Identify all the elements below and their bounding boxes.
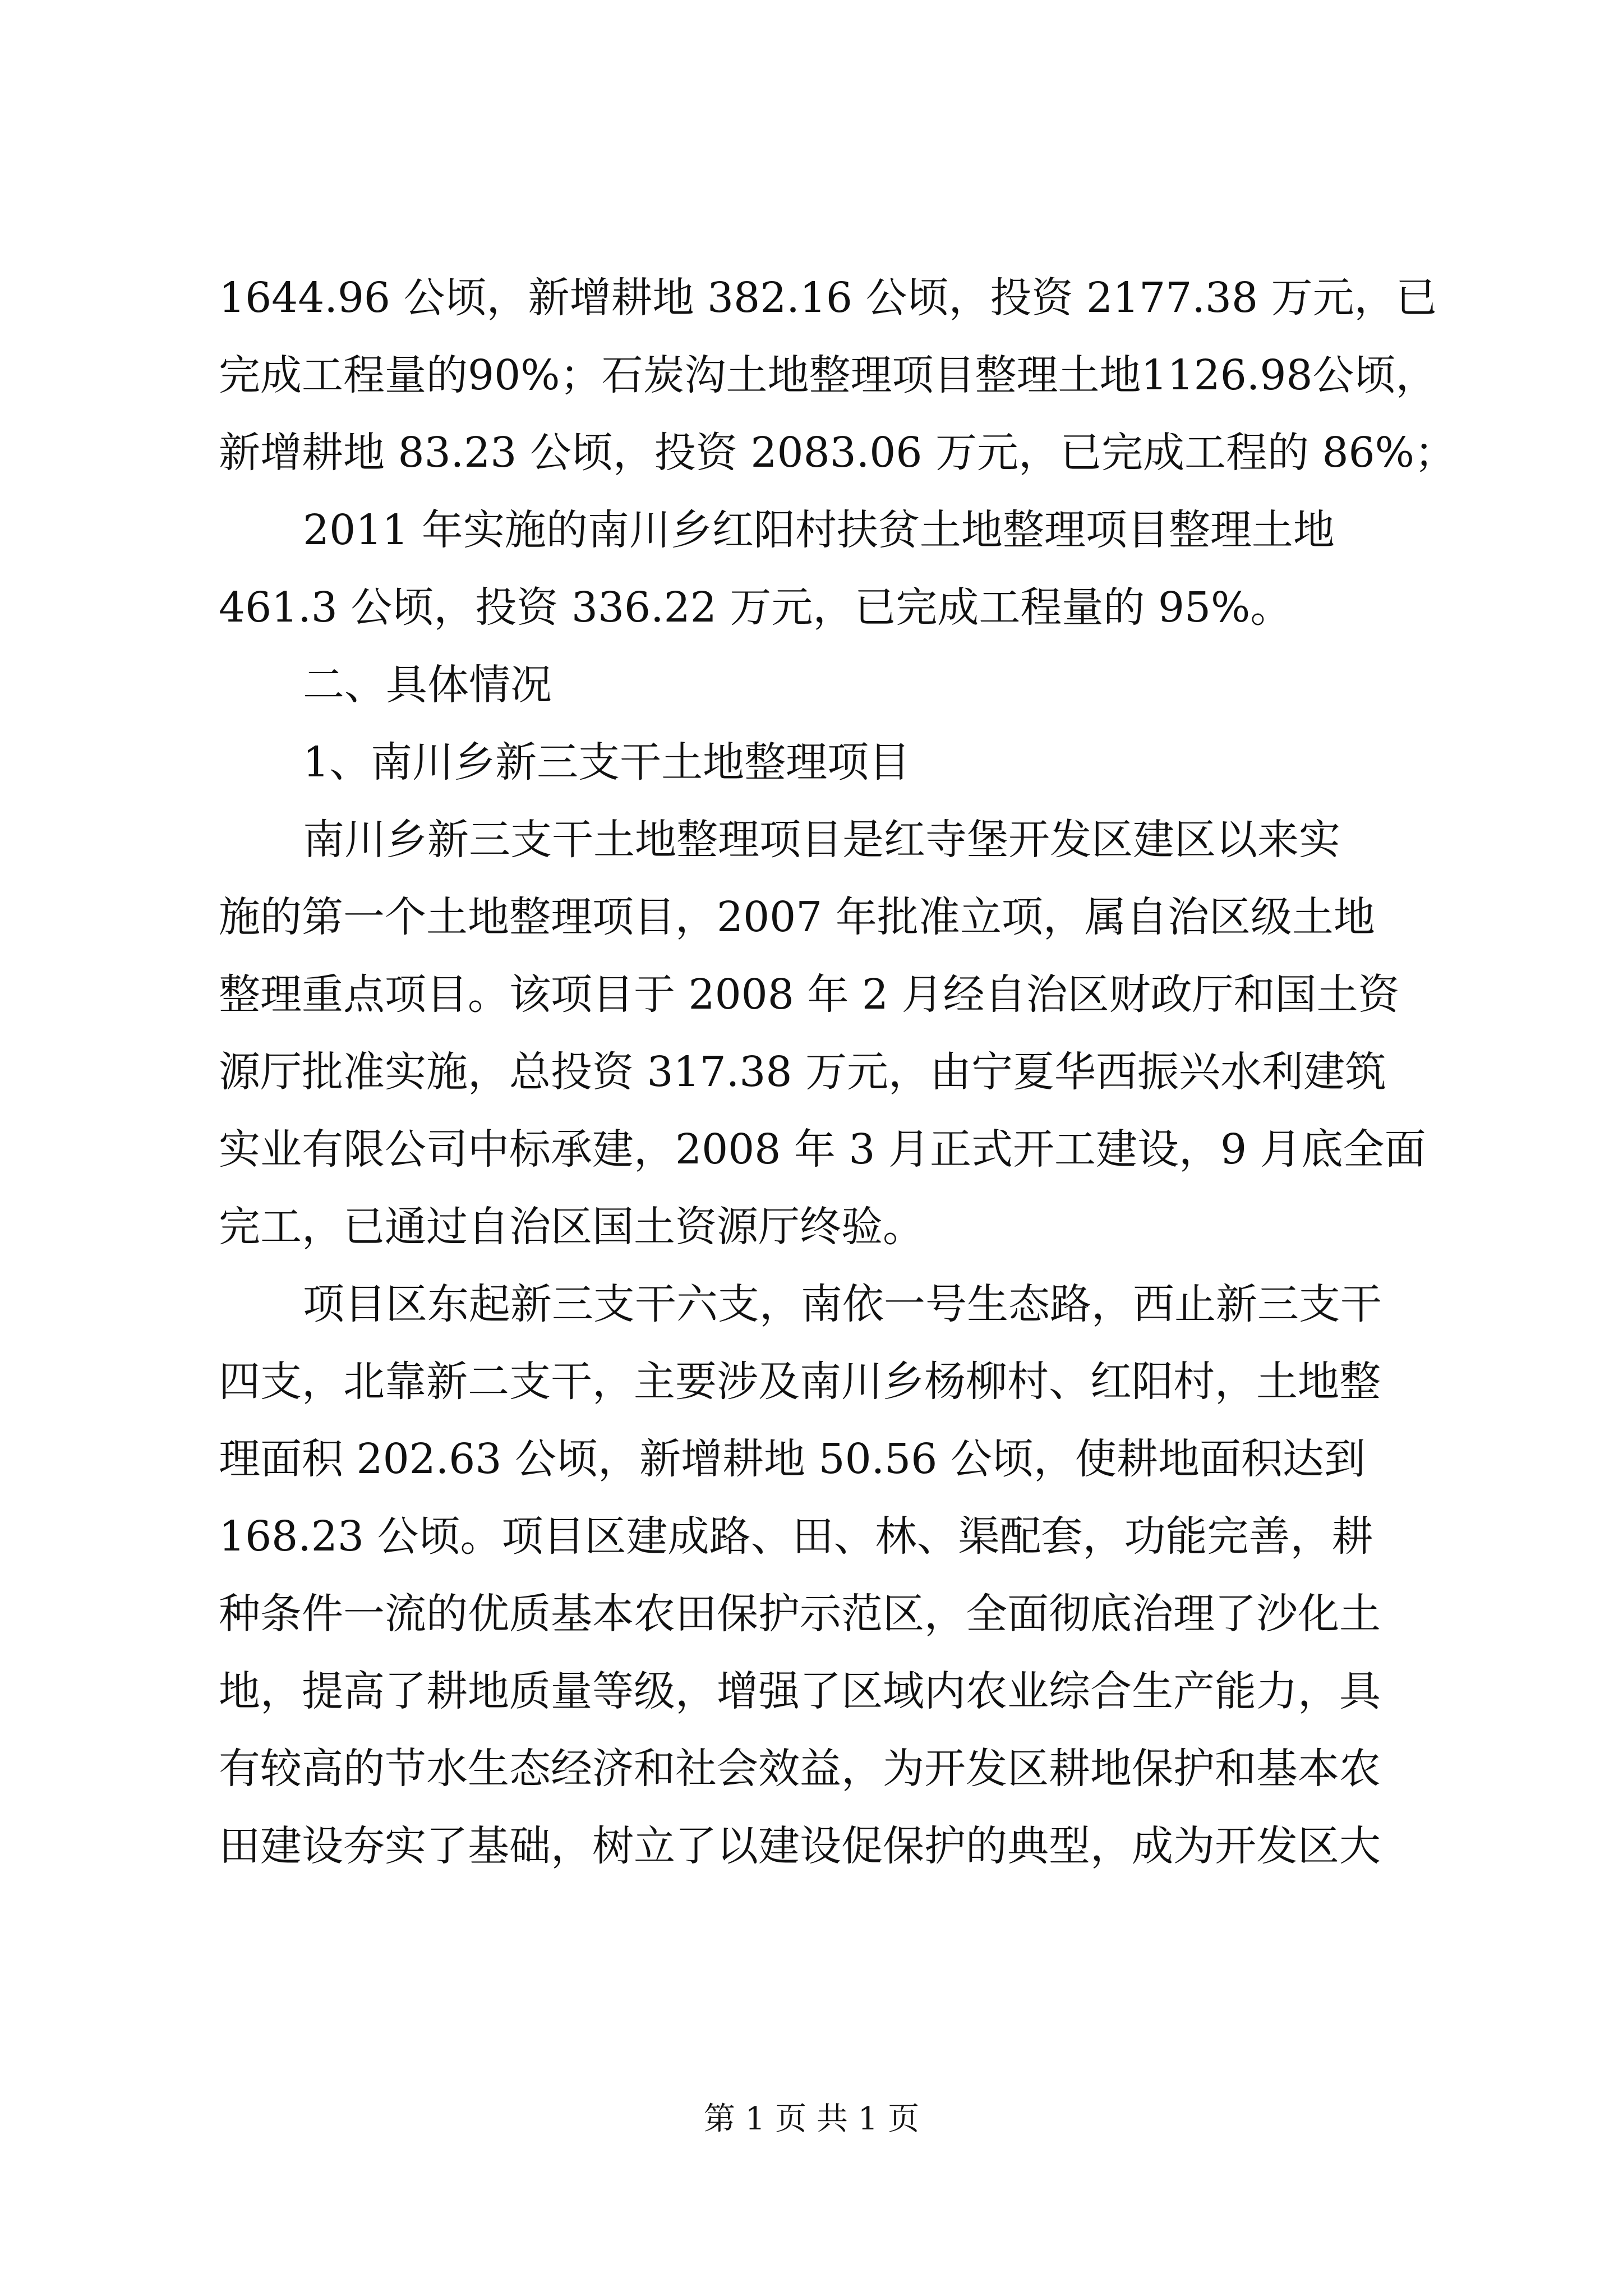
page-number-footer: 第 1 页 共 1 页 [703, 2101, 920, 2137]
text-line: 完工，已通过自治区国土资源厅终验。 [219, 1203, 924, 1251]
text-line: 项目区东起新三支干六支，南依一号生态路，西止新三支干 [303, 1280, 1382, 1328]
text-line: 种条件一流的优质基本农田保护示范区，全面彻底治理了沙化土 [219, 1590, 1381, 1638]
subsection-heading: 1、南川乡新三支干土地整理项目 [303, 738, 911, 786]
text-line: 168.23 公顷。项目区建成路、田、林、渠配套，功能完善，耕 [219, 1512, 1373, 1561]
text-line: 有较高的节水生态经济和社会效益，为开发区耕地保护和基本农 [219, 1745, 1381, 1793]
text-line: 南川乡新三支干土地整理项目是红寺堡开发区建区以来实 [303, 816, 1340, 864]
text-line: 源厅批准实施，总投资 317.38 万元，由宁夏华西振兴水利建筑 [219, 1048, 1386, 1096]
text-line: 新增耕地 83.23 公顷，投资 2083.06 万元，已完成工程的 86%； [219, 429, 1456, 477]
text-line: 理面积 202.63 公顷，新增耕地 50.56 公顷，使耕地面积达到 [219, 1435, 1366, 1483]
text-line: 1644.96 公顷，新增耕地 382.16 公顷，投资 2177.38 万元，已 [219, 274, 1437, 322]
text-line: 四支，北靠新二支干，主要涉及南川乡杨柳村、红阳村，土地整 [219, 1358, 1381, 1406]
document-body [219, 259, 1456, 1885]
text-line: 实业有限公司中标承建，2008 年 3 月正式开工建设，9 月底全面 [219, 1125, 1426, 1174]
text-line: 施的第一个土地整理项目，2007 年批准立项，属自治区级土地 [219, 893, 1375, 941]
text-line: 461.3 公顷，投资 336.22 万元，已完成工程量的 95%。 [219, 583, 1292, 632]
text-line: 2011 年实施的南川乡红阳村扶贫土地整理项目整理土地 [303, 506, 1335, 554]
text-line: 田建设夯实了基础，树立了以建设促保护的典型，成为开发区大 [219, 1822, 1381, 1870]
text-line: 地，提高了耕地质量等级，增强了区域内农业综合生产能力，具 [219, 1667, 1381, 1715]
text-line: 完成工程量的90%；石炭沟土地整理项目整理土地1126.98公顷， [219, 351, 1437, 399]
section-heading: 二、具体情况 [303, 661, 552, 709]
text-line: 整理重点项目。该项目于 2008 年 2 月经自治区财政厅和国土资 [219, 970, 1400, 1019]
